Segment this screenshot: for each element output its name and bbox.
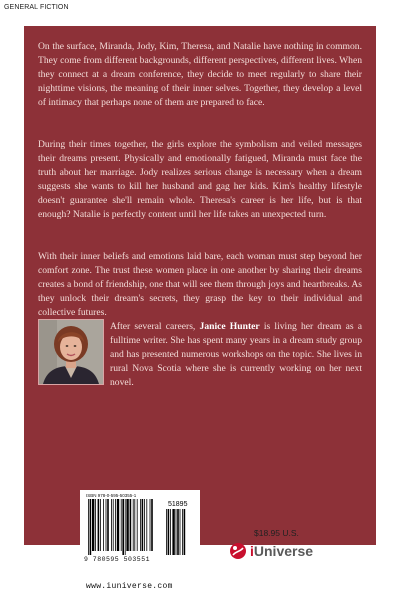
barcode-bar xyxy=(126,499,128,551)
synopsis-paragraph-2: During their times together, the girls explore the symbolism and veiled messages their dreams present. Physically and emotionally fatigued, Miranda must face the truth about her marriage. Jody realizes serious change is necessary when a dream suggests she wants to kill her husband and gag her kids. Kim's healthy lifestyle doesn't guarantee she'll remain whole. Theresa's career is her life, but is that enough? Natalie is perfectly content until her life takes an unexpected turn. xyxy=(38,139,362,220)
barcode-addon-bar xyxy=(170,509,171,555)
barcode-bar xyxy=(115,499,116,551)
barcode-bar xyxy=(117,499,119,551)
synopsis-paragraph-3: With their inner beliefs and emotions laid bare, each woman must step beyond her comfort zone. The trust these women place in one another by sharing their dreams creates a bond of friendship, one that will see them through joys and heartbreaks. As they unlock their dream's secrets, they grasp the key to their individual and collective futures. xyxy=(38,251,362,318)
isbn-text: ISBN 978-0-595-50355-1 xyxy=(86,493,137,498)
barcode-bar xyxy=(107,499,109,551)
barcode-bar xyxy=(88,499,89,555)
bio-rest: is living her dream as a fulltime writer. She has spent many years in a dream study group and has presented numerous workshops on the topic. She lives in rural Nova Scotia where she is currently working on her next novel. xyxy=(110,321,362,388)
barcode-bar xyxy=(106,499,107,551)
bio-intro: After several careers, xyxy=(110,321,200,332)
barcode-bar xyxy=(98,499,100,551)
barcode-bar xyxy=(130,499,132,551)
barcode-addon-bar xyxy=(184,509,186,555)
barcode-bar xyxy=(125,499,126,555)
barcode-bar xyxy=(90,499,92,555)
publisher-logo-icon xyxy=(229,542,247,560)
barcode-addon-bar xyxy=(180,509,181,555)
synopsis-paragraph-1: On the surface, Miranda, Jody, Kim, Theresa, and Natalie have nothing in common. They come from different backgrounds, different perspectives, different lives. When they connect at a dream conference, they decide to meet regularly to share their nighttime visions, the meaning of their inner selves. Together, they develop a level of intimacy that perhaps none of them are prepared to face. xyxy=(38,41,362,108)
barcode-addon-bar xyxy=(182,509,183,555)
barcode-bar xyxy=(144,499,145,551)
barcode-bar xyxy=(111,499,112,551)
genre-label: GENERAL FICTION xyxy=(4,4,69,11)
barcode-bar xyxy=(142,499,144,551)
barcode-bar xyxy=(133,499,134,551)
barcode-addon-bar xyxy=(172,509,174,555)
barcode-bar xyxy=(100,499,101,551)
barcode-bar xyxy=(151,499,153,551)
isbn-barcode xyxy=(80,490,200,582)
barcode-bar xyxy=(137,499,138,551)
barcode-bar xyxy=(95,499,96,551)
barcode-bars xyxy=(86,499,194,557)
barcode-addon-bar xyxy=(177,509,179,555)
barcode-bar xyxy=(146,499,147,551)
price-label: $18.95 U.S. xyxy=(254,528,299,538)
barcode-addon-bar xyxy=(168,509,170,555)
barcode-addon-bar xyxy=(176,509,177,555)
back-cover-panel xyxy=(24,26,376,545)
author-bio xyxy=(110,320,362,390)
barcode-bar xyxy=(134,499,135,551)
author-name: Janice Hunter xyxy=(199,321,260,332)
barcode-bar xyxy=(122,499,124,555)
barcode-bar xyxy=(140,499,141,551)
publisher-logo xyxy=(229,542,313,560)
barcode-bar xyxy=(113,499,114,551)
barcode-addon-bar xyxy=(166,509,167,555)
barcode-bar xyxy=(121,499,122,551)
barcode-price-code: 51895 xyxy=(168,501,188,508)
barcode-bar xyxy=(103,499,104,551)
publisher-name: iUniverse xyxy=(250,543,314,559)
author-photo xyxy=(38,319,104,385)
barcode-bar xyxy=(150,499,151,551)
barcode-digits: 9 780595 503551 xyxy=(84,556,151,563)
publisher-url: www.iuniverse.com xyxy=(86,582,173,591)
barcode-bar xyxy=(92,499,94,551)
